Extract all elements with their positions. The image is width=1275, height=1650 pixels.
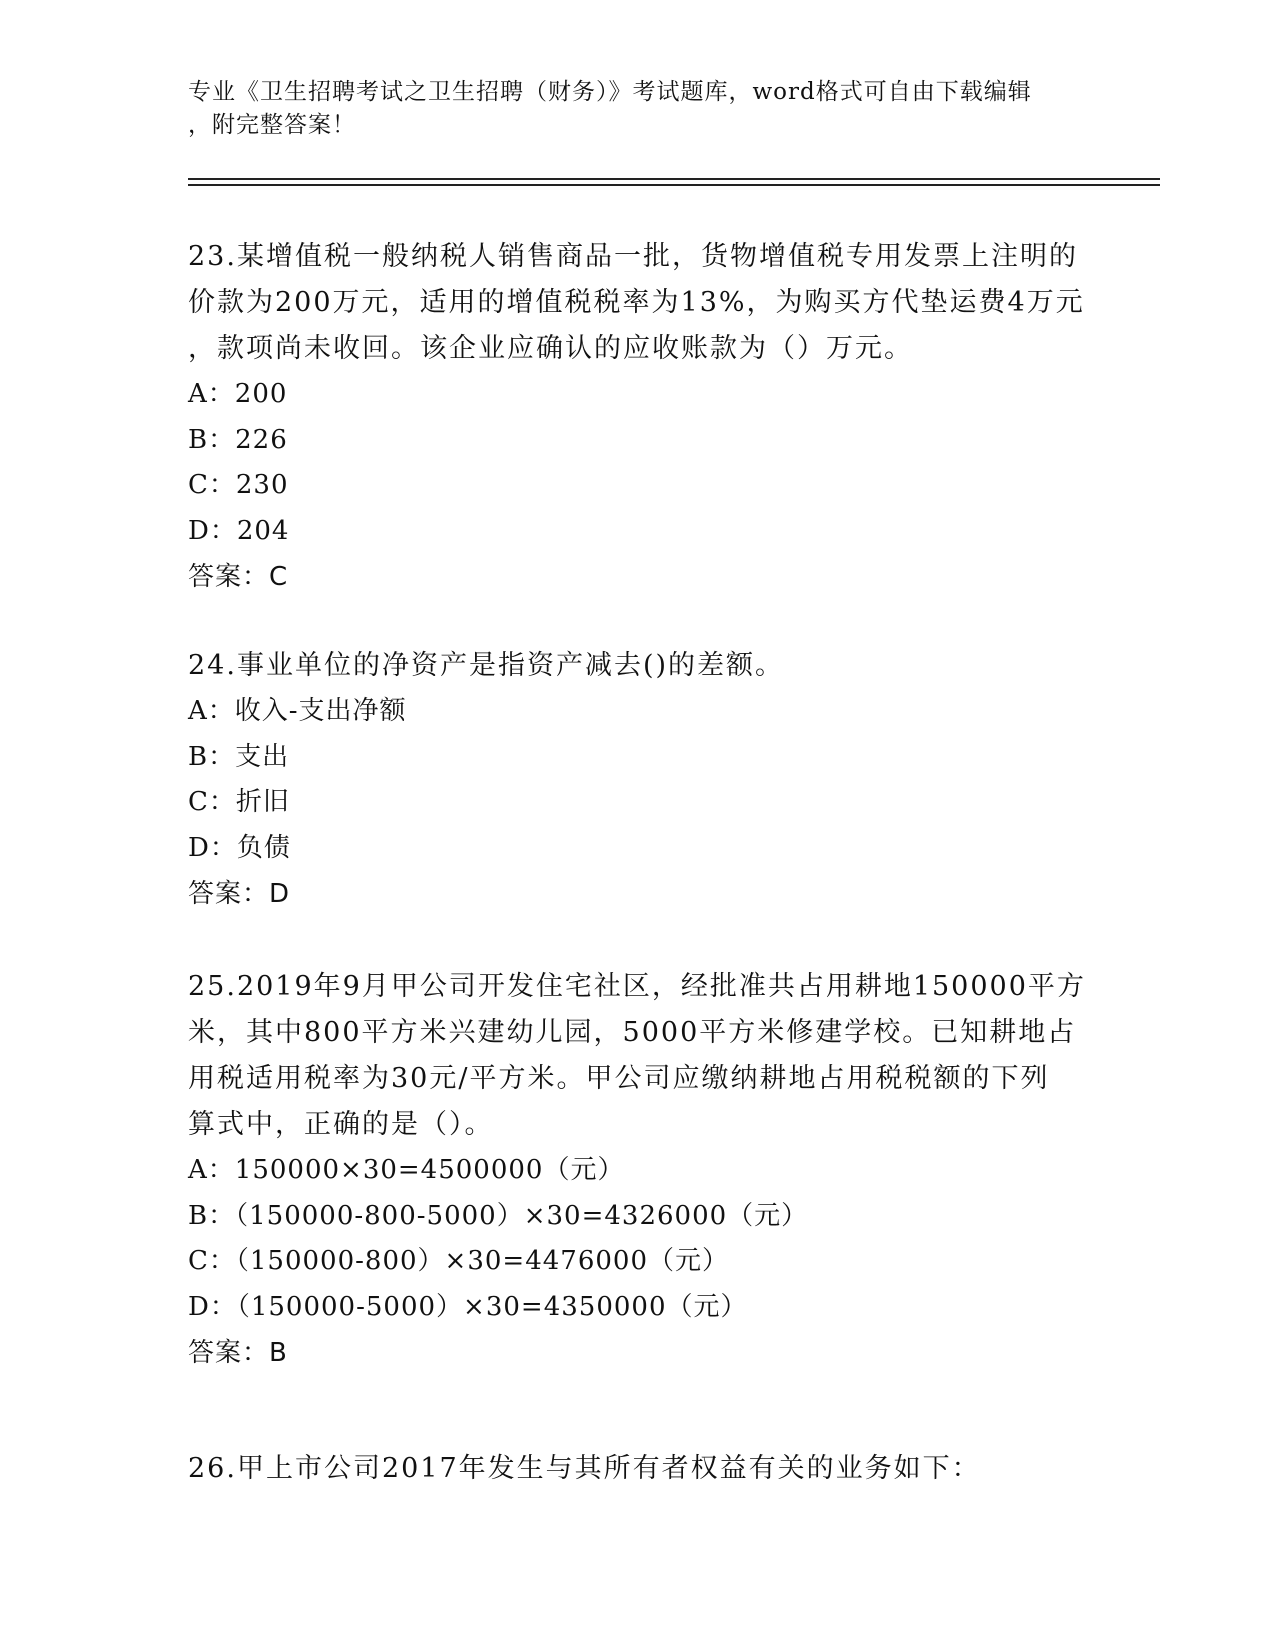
question-26 xyxy=(188,1446,1088,1492)
option-a: A：200 xyxy=(188,379,288,409)
header-divider-bottom xyxy=(188,184,1160,186)
option-d: D：204 xyxy=(188,515,290,546)
question-24 xyxy=(188,643,1088,917)
option-b: B：（150000-800-5000）×30=4326000（元） xyxy=(188,1200,809,1231)
question-stem: 25.2019年9月甲公司开发住宅社区，经批准共占用耕地150000平方 米，其中800平方米兴建幼儿园，5000平方米修建学校。已知耕地占 用税适用税率为30元/平方米。甲公司应缴纳耕地占用税税额的下列 算式中，正确的是（）。 xyxy=(188,971,1086,1140)
question-23 xyxy=(188,234,1088,600)
header-divider-top xyxy=(188,178,1160,180)
answer: 答案：B xyxy=(188,1338,288,1368)
option-c: C：230 xyxy=(188,470,289,500)
option-d: D：（150000-5000）×30=4350000（元） xyxy=(188,1291,748,1322)
question-stem: 24.事业单位的净资产是指资产减去()的差额。 xyxy=(188,650,785,681)
question-stem: 23.某增值税一般纳税人销售商品一批，货物增值税专用发票上注明的 价款为200万元，适用的增值税税率为13%，为购买方代垫运费4万元 ，款项尚未收回。该企业应确认的应收账款为（）万元。 xyxy=(188,241,1085,364)
question-25 xyxy=(188,964,1088,1376)
option-a: A：收入-支出净额 xyxy=(188,696,407,726)
option-b: B：226 xyxy=(188,424,288,455)
document-header: 专业《卫生招聘考试之卫生招聘（财务）》考试题库，word格式可自由下载编辑 ，附完整答案！ xyxy=(188,79,1032,138)
option-c: C：（150000-800）×30=4476000（元） xyxy=(188,1246,730,1276)
answer: 答案：C xyxy=(188,562,289,592)
option-b: B：支出 xyxy=(188,741,290,772)
question-stem: 26.甲上市公司2017年发生与其所有者权益有关的业务如下： xyxy=(188,1453,981,1484)
option-d: D：负债 xyxy=(188,832,291,863)
option-a: A：150000×30=4500000（元） xyxy=(188,1155,625,1185)
answer: 答案：D xyxy=(188,879,291,909)
option-c: C：折旧 xyxy=(188,787,290,817)
